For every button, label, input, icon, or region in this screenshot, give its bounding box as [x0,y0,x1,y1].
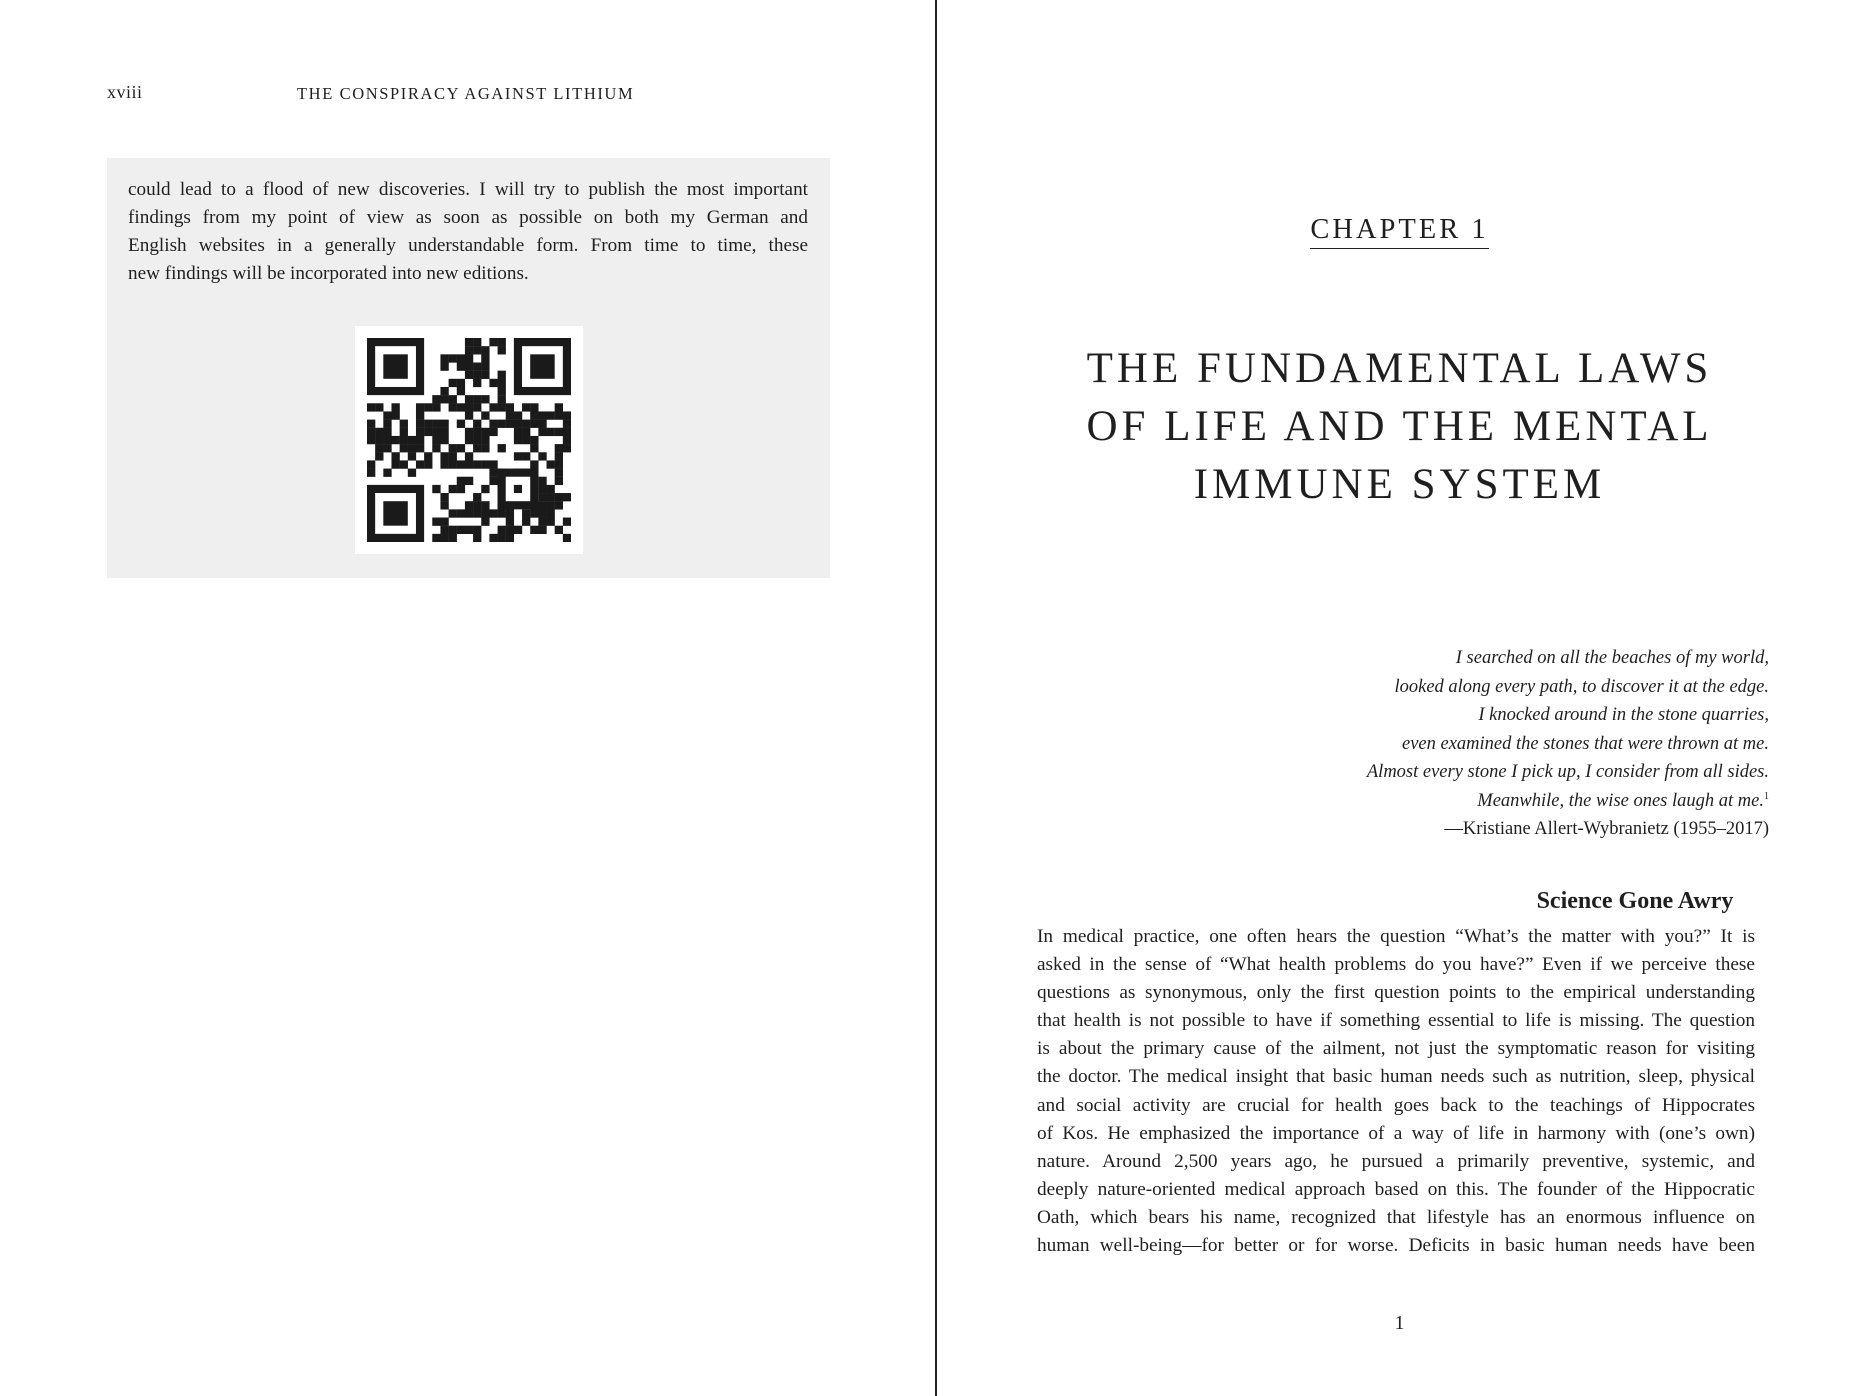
footnote-marker[interactable]: 1 [1764,790,1769,802]
epigraph-line: I searched on all the beaches of my world, [1455,648,1769,668]
section-heading: Science Gone Awry [1536,888,1734,914]
body-line: questions as synonymous, only the first question points to the empirical understanding [1037,982,1755,1004]
body-line: deeply nature-oriented medical approach based on this. The founder of the Hippocratic [1037,1178,1755,1200]
note-box [107,158,830,578]
note-box-line: findings from my point of view as soon as possible on both my German and [128,207,808,228]
body-line: is about the primary cause of the ailment, not just the symptomatic reason for visiting [1037,1038,1755,1060]
note-box-text [128,176,808,288]
body-line: and social activity are crucial for health goes back to the teachings of Hippocrates [1037,1094,1755,1116]
epigraph-line: looked along every path, to discover it at the edge. [1394,676,1769,697]
body-line: Oath, which bears his name, recognized that lifestyle has an enormous influence on [1037,1206,1755,1228]
chapter-title-line: THE FUNDAMENTAL LAWS [1086,345,1713,392]
chapter-title-line: OF LIFE AND THE MENTAL [1086,403,1713,450]
epigraph-line: I knocked around in the stone quarries, [1478,705,1769,725]
running-head: THE CONSPIRACY AGAINST LITHIUM [297,84,635,103]
body-line: asked in the sense of “What health problems do you have?” Even if we perceive these [1037,954,1755,976]
body-line: In medical practice, one often hears the question “What’s the matter with you?” It is [1037,926,1755,947]
note-box-line: could lead to a flood of new discoveries. I will try to publish the most important [128,179,808,200]
body-line: of Kos. He emphasized the importance of a way of life in harmony with (one’s own) [1037,1122,1755,1144]
page-number-right: 1 [1394,1312,1405,1334]
body-line: that health is not possible to have if something essential to life is missing. The question [1037,1010,1755,1032]
body-line: human well-being—for better or for worse. Deficits in basic human needs have been [1037,1235,1755,1257]
body-line: nature. Around 2,500 years ago, he pursued a primarily preventive, systemic, and [1037,1150,1755,1172]
note-box-line: English websites in a generally understandable form. From time to time, these [128,235,808,256]
qr-code [355,326,583,554]
chapter-title-line: IMMUNE SYSTEM [1193,461,1606,508]
body-text [1037,923,1755,1260]
epigraph-line: Almost every stone I pick up, I consider from all sides. [1366,762,1769,782]
qr-code-icon [367,338,571,542]
chapter-title [937,340,1862,514]
body-line: the doctor. The medical insight that basic human needs such as nutrition, sleep, physical [1037,1066,1755,1088]
right-page [937,0,1862,1396]
epigraph-line-last: Meanwhile, the wise ones laugh at me.$^1$ [1477,790,1769,811]
epigraph-line: even examined the stones that were thrown at me. [1401,733,1769,754]
epigraph-attribution: —Kristiane Allert-Wybranietz (1955–2017) [1444,819,1769,839]
note-box-line: new findings will be incorporated into new editions. [128,263,529,284]
page-number-left: xviii [107,82,143,102]
chapter-label: CHAPTER 1 [937,214,1862,249]
epigraph [1367,644,1769,844]
